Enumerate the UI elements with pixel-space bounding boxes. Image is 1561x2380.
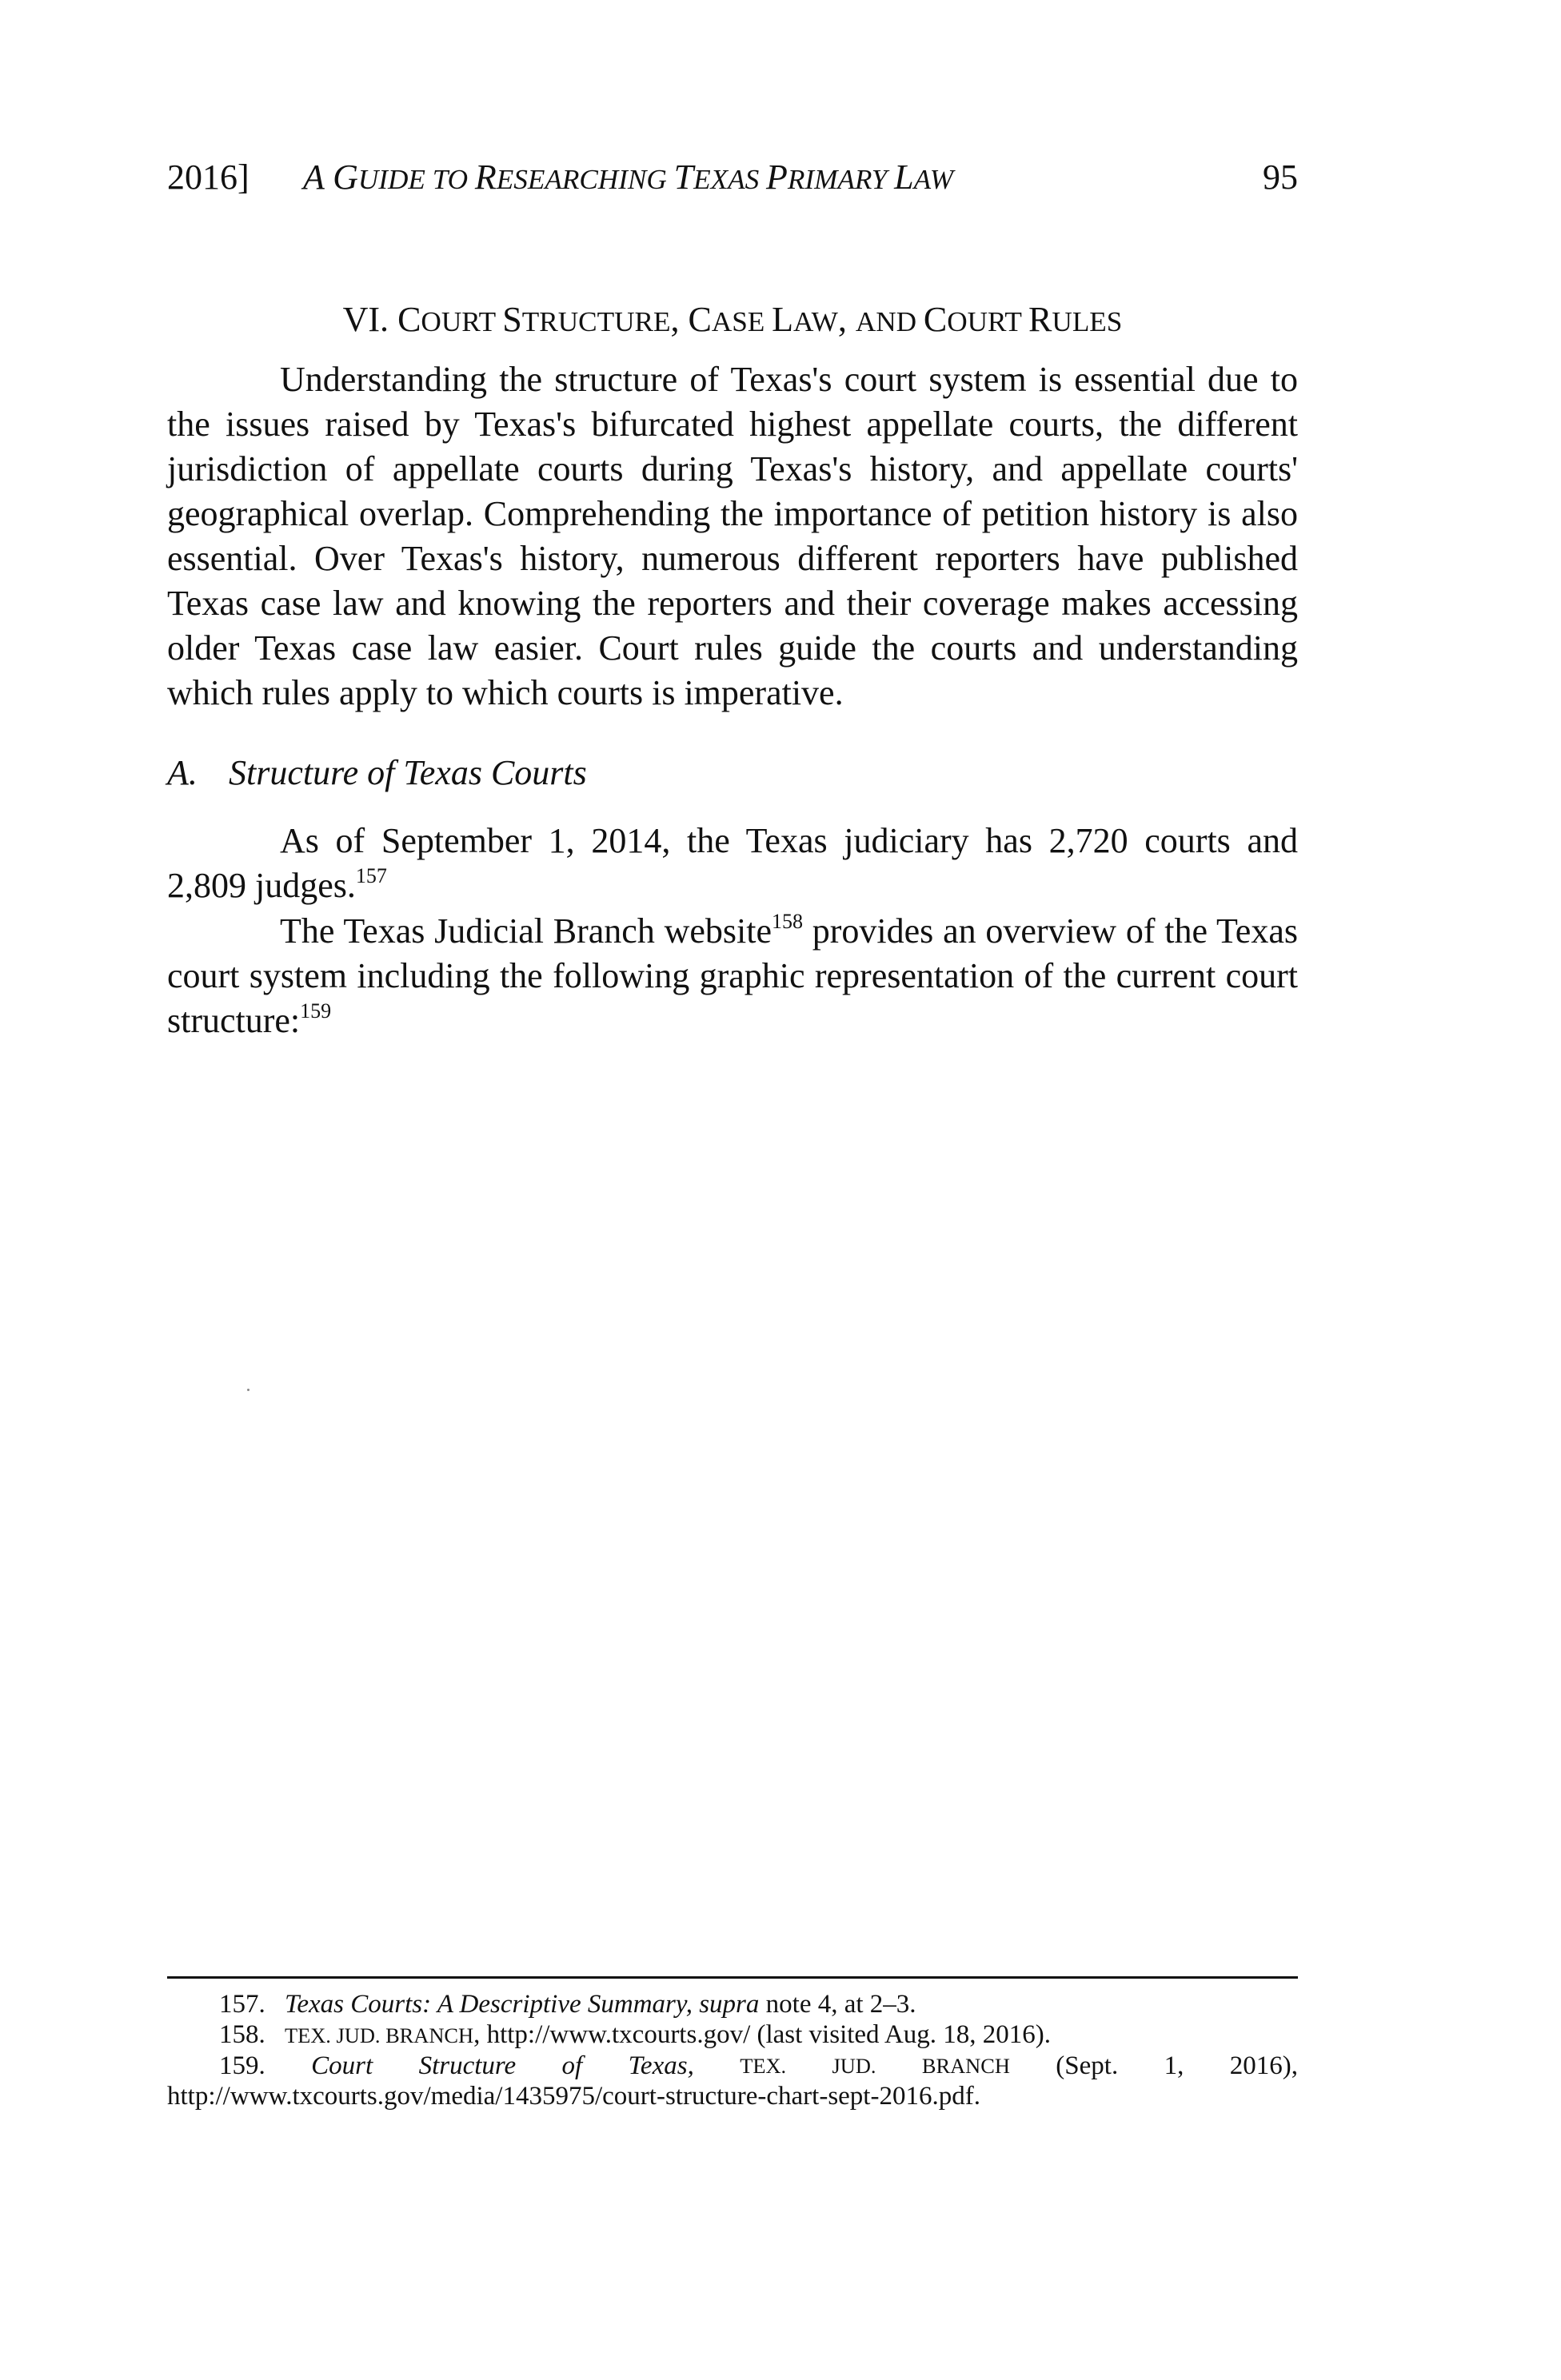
subsection-letter: A. — [167, 753, 198, 792]
footnote-158: 158. TEX. JUD. BRANCH, http://www.txcourts.gov/ (last visited Aug. 18, 2016). — [219, 2020, 1052, 2049]
footnotes — [167, 1989, 1298, 2111]
judiciary-paragraph: As of September 1, 2014, the Texas judiciary has 2,720 courts and 2,809 judges.$^{157}$ — [167, 821, 1298, 905]
running-header — [167, 153, 1298, 201]
intro-paragraph: Understanding the structure of Texas's court system is essential due to the issues raised by Texas's bifurcated highest appellate courts, the different jurisdiction of appellate courts during Texas's history, and appellate courts' geographical overlap. Comprehending the importance of petition history is also essential. Over Texas's history, numerous different reporters have published Texas case law and knowing the reporters and their coverage makes accessing older Texas case law easier. Court rules guide the courts and understanding which rules apply to which courts is imperative. — [167, 360, 1298, 712]
page-number: 95 — [1263, 157, 1298, 197]
footnote-ref-159[interactable]: 159 — [300, 999, 332, 1023]
footnote-divider — [167, 1976, 1298, 1979]
footnote-157: 157. Texas Courts: A Descriptive Summary, supra note 4, at 2–3. — [219, 1990, 916, 2019]
subsection-title: Structure of Texas Courts — [229, 753, 587, 792]
header-year: 2016] — [167, 157, 250, 197]
footnote-ref-157[interactable]: 157 — [355, 864, 387, 887]
footnote-159: 159. Court Structure of Texas, TEX. JUD. BRANCH (Sept. 1, 2016), http://www.txcourts.gov/media/1435975/court-structure-chart-sept-2016.pdf. — [167, 2051, 1298, 2111]
footnote-158-link[interactable]: , http://www.txcourts.gov/ (last visited Aug. 18, 2016). — [473, 2020, 1052, 2049]
footnote-ref-158[interactable]: 158 — [772, 910, 803, 933]
footnote-159-url[interactable]: http://www.txcourts.gov/media/1435975/court-structure-chart-sept-2016.pdf. — [167, 2082, 980, 2111]
website-paragraph: The Texas Judicial Branch website$^{158}$ provides an overview of the Texas court system including the following graphic representation of the current court structure:$^{159}$ — [167, 910, 1298, 1040]
scan-speck — [247, 1389, 250, 1391]
section-heading: VI. COURT STRUCTURE, CASE LAW, AND COURT RULES — [342, 300, 1123, 339]
header-title: A GUIDE TO RESEARCHING TEXAS PRIMARY LAW — [303, 157, 954, 197]
